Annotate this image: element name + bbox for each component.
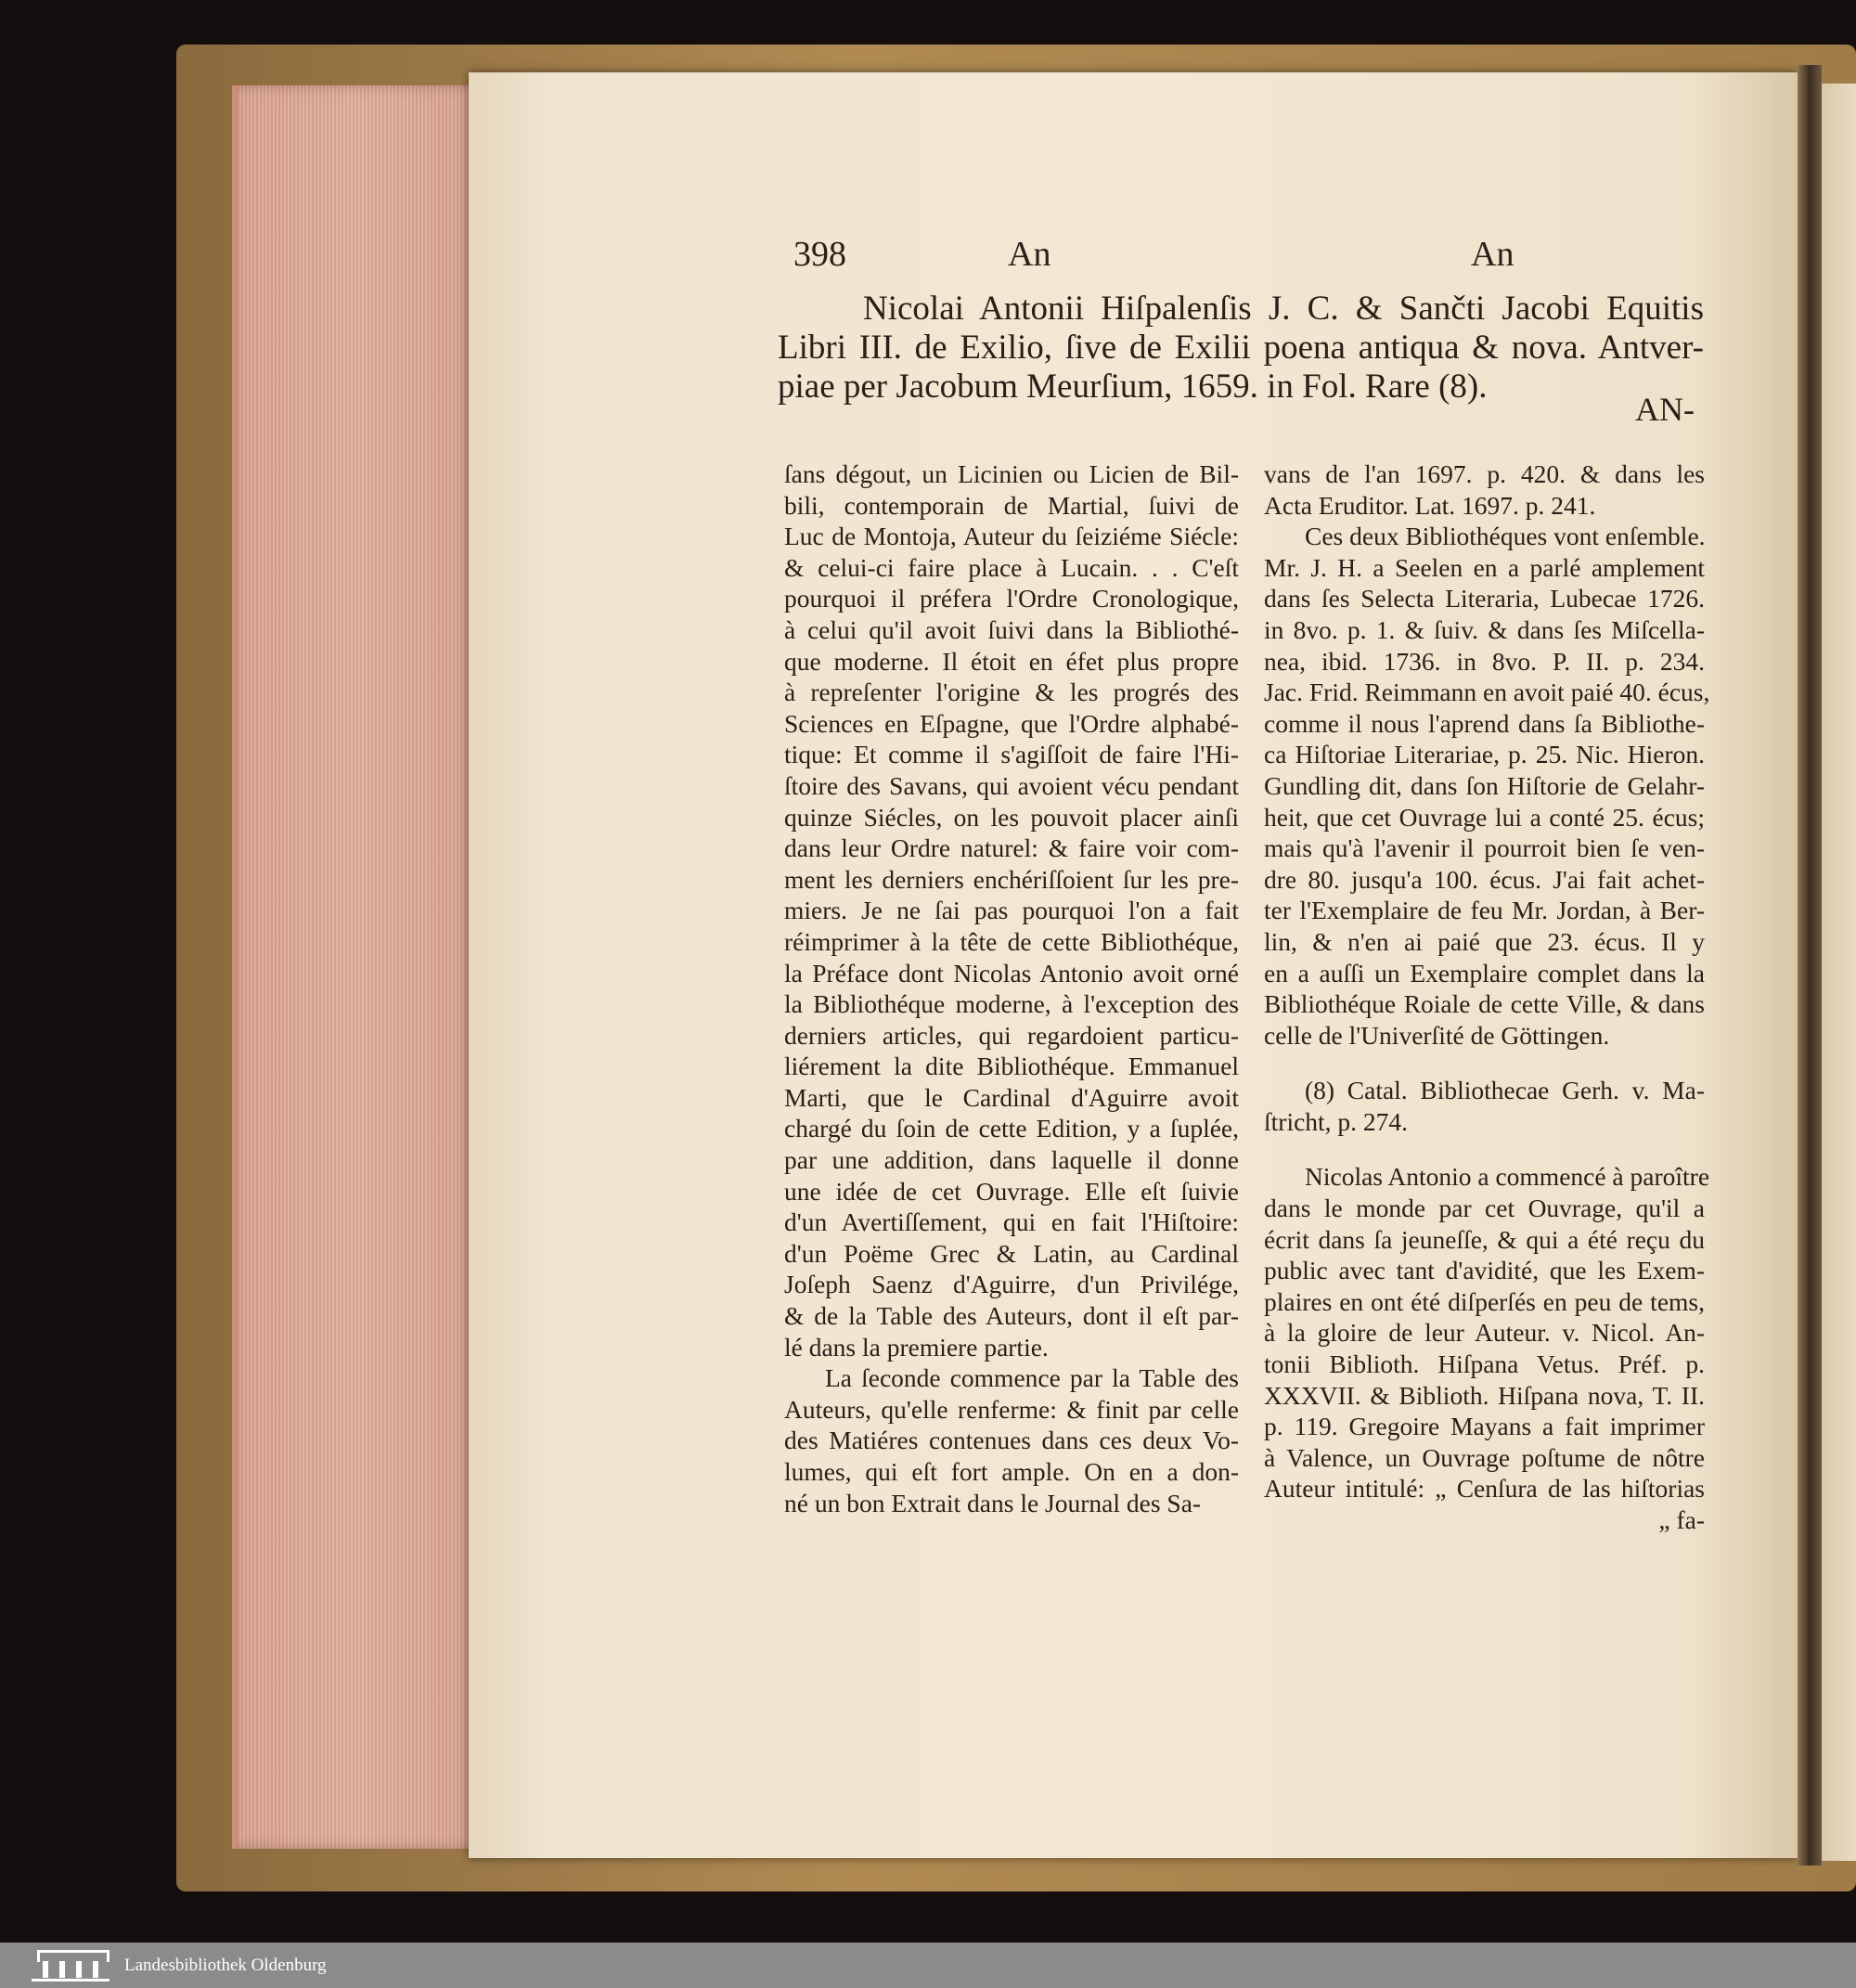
footer-label: Landesbibliothek Oldenburg <box>124 1955 327 1975</box>
text-line: Auteurs, qu'elle renferme: & finit par celle <box>784 1394 1239 1424</box>
text-line: en a auſſi un Exemplaire complet dans la <box>1264 958 1705 988</box>
text-line: à repreſenter l'origine & les progrés des <box>784 678 1239 707</box>
text-line: des Matiéres contenues dans ces deux Vo- <box>784 1426 1239 1455</box>
paragraph <box>1264 521 1710 1051</box>
text-line: p. 119. Gregoire Mayans a fait imprimer <box>1264 1412 1705 1441</box>
entry-title <box>778 290 1704 407</box>
text-line: public avec tant d'avidité, que les Exem- <box>1264 1256 1705 1285</box>
text-line: la Préface dont Nicolas Antonio avoit orné <box>784 958 1239 988</box>
text-line: chargé du ſoin de cette Edition, y a ſuplée, <box>784 1114 1239 1143</box>
text-line: ca Hiſtoriae Literariae, p. 25. Nic. Hieron. <box>1264 740 1705 769</box>
footnote-line: (8) Catal. Bibliothecae Gerh. v. Ma- <box>1305 1076 1705 1105</box>
text-line: celle de l'Univerſité de Göttingen. <box>1264 1020 1610 1050</box>
text-line: par une addition, dans laquelle il donne <box>784 1145 1239 1175</box>
text-line: lé dans la premiere partie. <box>784 1332 1049 1362</box>
text-line: in 8vo. p. 1. & ſuiv. & dans ſes Miſcella- <box>1264 614 1705 644</box>
text-line: Bibliothéque Roiale de cette Ville, & dans <box>1264 989 1705 1019</box>
text-line: Auteur intitulé: „ Cenſura de las hiſtorias <box>1264 1474 1705 1504</box>
paragraph <box>1264 1161 1710 1504</box>
text-line: pourquoi il préfera l'Ordre Cronologique, <box>784 584 1239 613</box>
left-column <box>784 458 1239 1518</box>
text-line: ment les derniers enchériſſoient ſur les pre- <box>784 864 1239 894</box>
text-line: Ces deux Bibliothéques vont enſemble. <box>1305 522 1706 551</box>
text-line: tique: Et comme il s'agiſſoit de faire l'Hi- <box>784 740 1239 769</box>
text-line: né un bon Extrait dans le Journal des Sa- <box>784 1488 1202 1517</box>
title-catchword: AN- <box>1635 391 1695 428</box>
text-line: XXXVII. & Biblioth. Hiſpana nova, T. II. <box>1264 1380 1705 1410</box>
text-line: Joſeph Saenz d'Aguirre, d'un Privilége, <box>784 1270 1239 1299</box>
text-line: nea, ibid. 1736. in 8vo. P. II. p. 234. <box>1264 646 1705 676</box>
text-line: à celui qu'il avoit ſuivi dans la Bibliothé- <box>784 614 1239 644</box>
text-line: d'un Avertiſſement, qui en fait l'Hiſtoire: <box>784 1207 1239 1237</box>
page-number: 398 <box>793 235 846 274</box>
right-column <box>1264 458 1710 1536</box>
text-line: Luc de Montoja, Auteur du ſeiziéme Siécle: <box>784 522 1239 551</box>
footer-bar <box>0 1943 1856 1988</box>
text-line: Marti, que le Cardinal d'Aguirre avoit <box>784 1082 1239 1112</box>
column-catchword: „ fa- <box>1658 1505 1705 1534</box>
text-line: dans leur Ordre naturel: & faire voir com- <box>784 833 1239 863</box>
text-line: à la gloire de leur Auteur. v. Nicol. An- <box>1264 1318 1705 1348</box>
text-line: & celui-ci faire place à Lucain. . . C'eſt <box>784 552 1239 582</box>
text-line: dans ſes Selecta Literaria, Lubecae 1726. <box>1264 584 1705 613</box>
footnote-line: ſtricht, p. 274. <box>1264 1106 1409 1136</box>
text-line: heit, que cet Ouvrage lui a conté 25. écus; <box>1264 802 1705 832</box>
text-line: Sciences en Eſpagne, que l'Ordre alphabé- <box>784 708 1239 738</box>
paragraph-gap <box>1264 1051 1705 1075</box>
text-line: Jac. Frid. Reimmann en avoit paié 40. écus, <box>1264 678 1710 707</box>
text-line: mais qu'à l'avenir il pourroit bien ſe ven- <box>1264 833 1705 863</box>
text-line: lin, & n'en ai paié que 23. écus. Il y <box>1264 926 1705 956</box>
text-line: lumes, qui eſt fort ample. On en a don- <box>784 1457 1239 1486</box>
text-line: réimprimer à la tête de cette Bibliothéque, <box>784 926 1239 956</box>
text-line: ter l'Exemplaire de feu Mr. Jordan, à Ber- <box>1264 896 1705 925</box>
running-head-right: An <box>1471 235 1514 274</box>
text-line: tonii Biblioth. Hiſpana Vetus. Préf. p. <box>1264 1349 1705 1379</box>
text-line: La ſeconde commence par la Table des <box>825 1363 1239 1393</box>
library-building-icon <box>28 1950 113 1982</box>
title-line: piae per Jacobum Meurſium, 1659. in Fol. Rare (8). <box>778 368 1488 406</box>
text-line: Gundling dit, dans ſon Hiſtorie de Gelahr- <box>1264 770 1705 800</box>
text-line: Nicolas Antonio a commencé à paroître <box>1305 1162 1710 1192</box>
text-line: ſtoire des Savans, qui avoient vécu pendant <box>784 770 1239 800</box>
text-line: dre 80. jusqu'a 100. écus. J'ai fait achet- <box>1264 864 1705 894</box>
text-line: Mr. J. H. a Seelen en a parlé amplement <box>1264 552 1705 582</box>
text-line: Acta Eruditor. Lat. 1697. p. 241. <box>1264 490 1596 520</box>
book-gutter <box>1798 65 1822 1865</box>
text-line: une idée de cet Ouvrage. Elle eſt ſuivie <box>784 1176 1239 1206</box>
text-line: derniers articles, qui regardoient particu- <box>784 1020 1239 1050</box>
text-line: que moderne. Il étoit en éfet plus propre <box>784 646 1239 676</box>
text-line: liérement la dite Bibliothéque. Emmanuel <box>784 1052 1239 1081</box>
text-line: quinze Siécles, on les pouvoit placer ainſi <box>784 802 1239 832</box>
text-line: plaires en ont été diſperſés en peu de tems, <box>1264 1286 1705 1316</box>
text-line: ſans dégout, un Licinien ou Licien de Bil- <box>784 459 1239 488</box>
text-line: miers. Je ne ſai pas pourquoi l'on a fait <box>784 896 1239 925</box>
paragraph-gap <box>1264 1137 1705 1161</box>
facing-page-edge <box>1822 84 1856 1861</box>
page-edges <box>232 85 481 1849</box>
text-line: vans de l'an 1697. p. 420. & dans les <box>1264 459 1705 488</box>
text-line: & de la Table des Auteurs, dont il eſt par- <box>784 1301 1239 1331</box>
text-line: comme il nous l'aprend dans ſa Bibliothe- <box>1264 708 1705 738</box>
text-line: la Bibliothéque moderne, à l'exception des <box>784 989 1239 1019</box>
text-line: écrit dans ſa jeuneſſe, & qui a été reçu du <box>1264 1224 1705 1254</box>
text-line: d'un Poëme Grec & Latin, au Cardinal <box>784 1238 1239 1268</box>
title-line: Nicolai Antonii Hiſpalenſis J. C. & Sančti Jacobi Equitis <box>863 290 1704 328</box>
text-line: à Valence, un Ouvrage poſtume de nôtre <box>1264 1442 1705 1472</box>
text-line: bili, contemporain de Martial, ſuivi de <box>784 490 1239 520</box>
running-head-left: An <box>1008 235 1051 274</box>
title-line: Libri III. de Exilio, ſive de Exilii poena antiqua & nova. Antver- <box>778 329 1704 367</box>
text-line: dans le monde par cet Ouvrage, qu'il a <box>1264 1194 1705 1223</box>
